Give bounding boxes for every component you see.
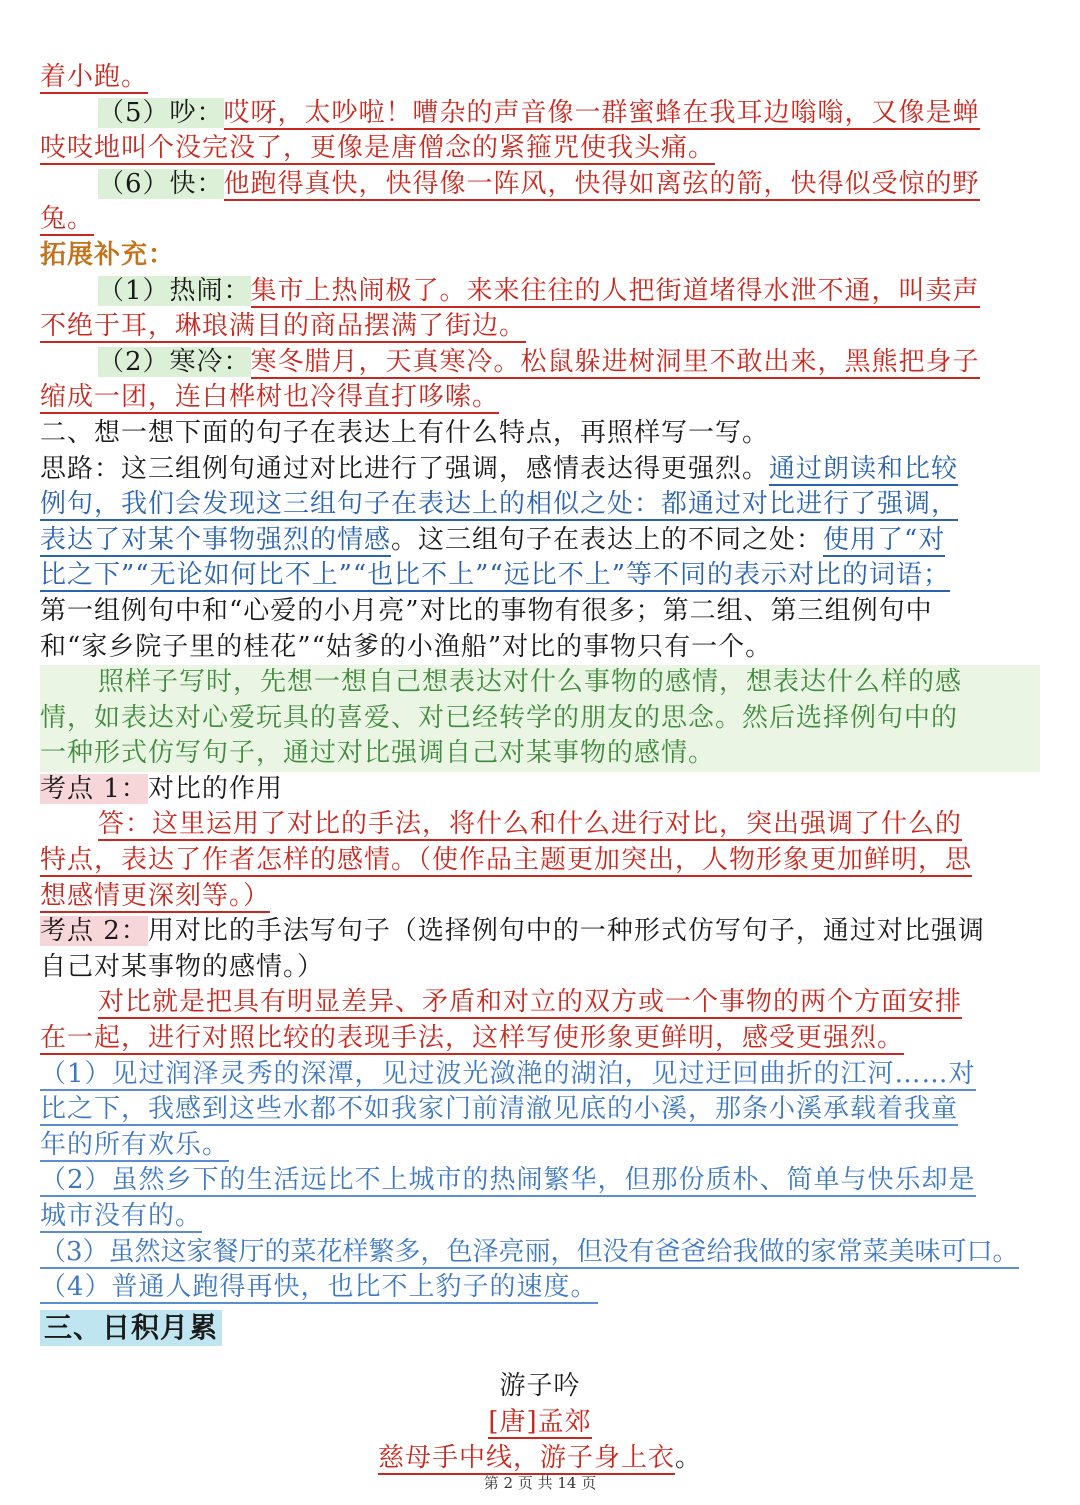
page-content xyxy=(40,60,1040,1476)
example-line xyxy=(40,1092,1040,1128)
example-text: 年的所有欢乐。 xyxy=(40,1129,230,1160)
text-line xyxy=(40,274,1040,310)
answer-text: 对比就是把具有明显差异、矛盾和对立的双方或一个事物的两个方面安排 xyxy=(98,987,963,1018)
tip-block xyxy=(40,665,1040,772)
tip-text: 照样子写时，先想一想自己想表达对什么事物的感情，想表达什么样的感 xyxy=(98,667,963,698)
blue-text: 通过朗读和比较 xyxy=(769,453,959,484)
page-footer: 第 2 页 共 14 页 xyxy=(483,1474,597,1492)
text-line xyxy=(40,487,1040,523)
text-line xyxy=(40,807,1040,843)
tip-text: 一种形式仿写句子，通过对比强调自己对某事物的感情。 xyxy=(40,738,716,769)
example-line xyxy=(40,1128,1040,1164)
section-heading: 三、日积月累 xyxy=(40,1310,222,1346)
answer-text: 缩成一团，连白桦树也冷得直打哆嗦。 xyxy=(40,382,500,413)
poem-author: [唐]孟郊 xyxy=(488,1406,592,1437)
item-label: （2）寒冷： xyxy=(98,346,251,377)
answer-text: 吱吱地叫个没完没了，更像是唐僧念的紧箍咒使我头痛。 xyxy=(40,133,716,164)
example-text: （3）虽然这家餐厅的菜花样繁多，色泽亮丽，但没有爸爸给我做的家常菜美味可口。 xyxy=(40,1236,1019,1267)
example-text: 比之下，我感到这些水都不如我家门前清澈见底的小溪，那条小溪承载着我童 xyxy=(40,1094,959,1125)
question-heading: 二、想一想下面的句子在表达上有什么特点，再照样写一写。 xyxy=(40,417,770,448)
section-heading-line xyxy=(40,1310,1040,1354)
item-label: （1）热闹： xyxy=(98,275,251,306)
text-line xyxy=(40,772,1040,808)
text-line: 自己对某事物的感情。） xyxy=(40,951,325,982)
text-line xyxy=(40,96,1040,132)
key-point-title: 对比的作用 xyxy=(147,773,283,804)
answer-text: 特点，表达了作者怎样的感情。（使作品主题更加突出，人物形象更加鲜明，思 xyxy=(40,845,973,876)
answer-text: 想感情更深刻等。） xyxy=(40,880,271,911)
example-line xyxy=(40,1270,1040,1306)
text-line xyxy=(40,167,1040,203)
blue-text: 比之下”“无论如何比不上”“也比不上”“远比不上”等不同的表示对比的词语； xyxy=(40,560,951,591)
answer-text: 兔。 xyxy=(40,204,95,235)
text-line xyxy=(40,879,1040,915)
text-line xyxy=(40,452,1040,488)
example-text: （1）见过润泽灵秀的深潭，见过波光潋滟的湖泊，见过迂回曲折的江河……对 xyxy=(40,1058,976,1089)
example-line xyxy=(40,1163,1040,1199)
text-line xyxy=(40,345,1040,381)
key-point-label: 考点 2： xyxy=(40,916,148,947)
answer-text: 集市上热闹极了。来来往往的人把街道堵得水泄不通，叫卖声 xyxy=(250,275,980,306)
body-text: 。这三组句子在表达上的不同之处： xyxy=(391,524,824,555)
item-label: （5）吵： xyxy=(98,97,224,128)
answer-text: 答：这里运用了对比的手法，将什么和什么进行对比，突出强调了什么的 xyxy=(98,809,963,840)
example-line xyxy=(40,1235,1040,1271)
key-point-label: 考点 1： xyxy=(40,773,148,804)
blue-text: 使用了“对 xyxy=(823,524,946,555)
answer-text: 在一起，进行对照比较的表现手法，这样写使形象更鲜明，感受更强烈。 xyxy=(40,1023,905,1054)
answer-text: 哎呀，太吵啦！嘈杂的声音像一群蜜蜂在我耳边嗡嗡，又像是蝉 xyxy=(223,97,980,128)
text-line xyxy=(40,1021,1040,1057)
poem-title: 游子吟 xyxy=(499,1370,581,1401)
text-line xyxy=(40,843,1040,879)
text-line xyxy=(40,558,1040,594)
answer-text: 不绝于耳，琳琅满目的商品摆满了街边。 xyxy=(40,311,527,342)
text-line xyxy=(40,60,1040,96)
answer-text: 寒冬腊月，天真寒冷。松鼠躲进树洞里不敢出来，黑熊把身子 xyxy=(250,346,980,377)
text-line xyxy=(40,985,1040,1021)
poem-line xyxy=(40,1440,1040,1476)
answer-text: 他跑得真快，快得像一阵风，快得如离弦的箭，快得似受惊的野 xyxy=(223,168,980,199)
blue-text: 表达了对某个事物强烈的情感 xyxy=(40,524,392,555)
blue-text: 例句，我们会发现这三组句子在表达上的相似之处：都通过对比进行了强调， xyxy=(40,489,959,520)
text-line xyxy=(40,380,1040,416)
text-line xyxy=(40,309,1040,345)
example-line xyxy=(40,1057,1040,1093)
text-line xyxy=(40,914,1040,950)
text-line xyxy=(40,131,1040,167)
answer-text: 着小跑。 xyxy=(40,62,149,92)
poem-punct: 。 xyxy=(675,1442,703,1473)
example-line xyxy=(40,1199,1040,1235)
text-line: 第一组例句中和“心爱的小月亮”对比的事物有很多；第二组、第三组例句中 xyxy=(40,595,933,626)
text-line: 和“家乡院子里的桂花”“姑爹的小渔船”对比的事物只有一个。 xyxy=(40,631,773,662)
example-text: （4）普通人跑得再快，也比不上豹子的速度。 xyxy=(40,1272,598,1303)
example-text: 城市没有的。 xyxy=(40,1201,203,1231)
section-subheading: 拓展补充： xyxy=(40,239,176,270)
body-text: 思路：这三组例句通过对比进行了强调，感情表达得更强烈。 xyxy=(40,453,770,484)
text-line xyxy=(40,523,1040,559)
poem-author-line xyxy=(40,1404,1040,1440)
example-text: （2）虽然乡下的生活远比不上城市的热闹繁华，但那份质朴、简单与快乐却是 xyxy=(40,1165,976,1196)
tip-text: 情，如表达对心爱玩具的喜爱、对已经转学的朋友的思念。然后选择例句中的 xyxy=(40,702,959,733)
poem-verse: 慈母手中线，游子身上衣 xyxy=(377,1442,675,1473)
item-label: （6）快： xyxy=(98,168,224,199)
key-point-title: 用对比的手法写句子（选择例句中的一种形式仿写句子，通过对比强调 xyxy=(147,916,985,947)
text-line xyxy=(40,202,1040,238)
